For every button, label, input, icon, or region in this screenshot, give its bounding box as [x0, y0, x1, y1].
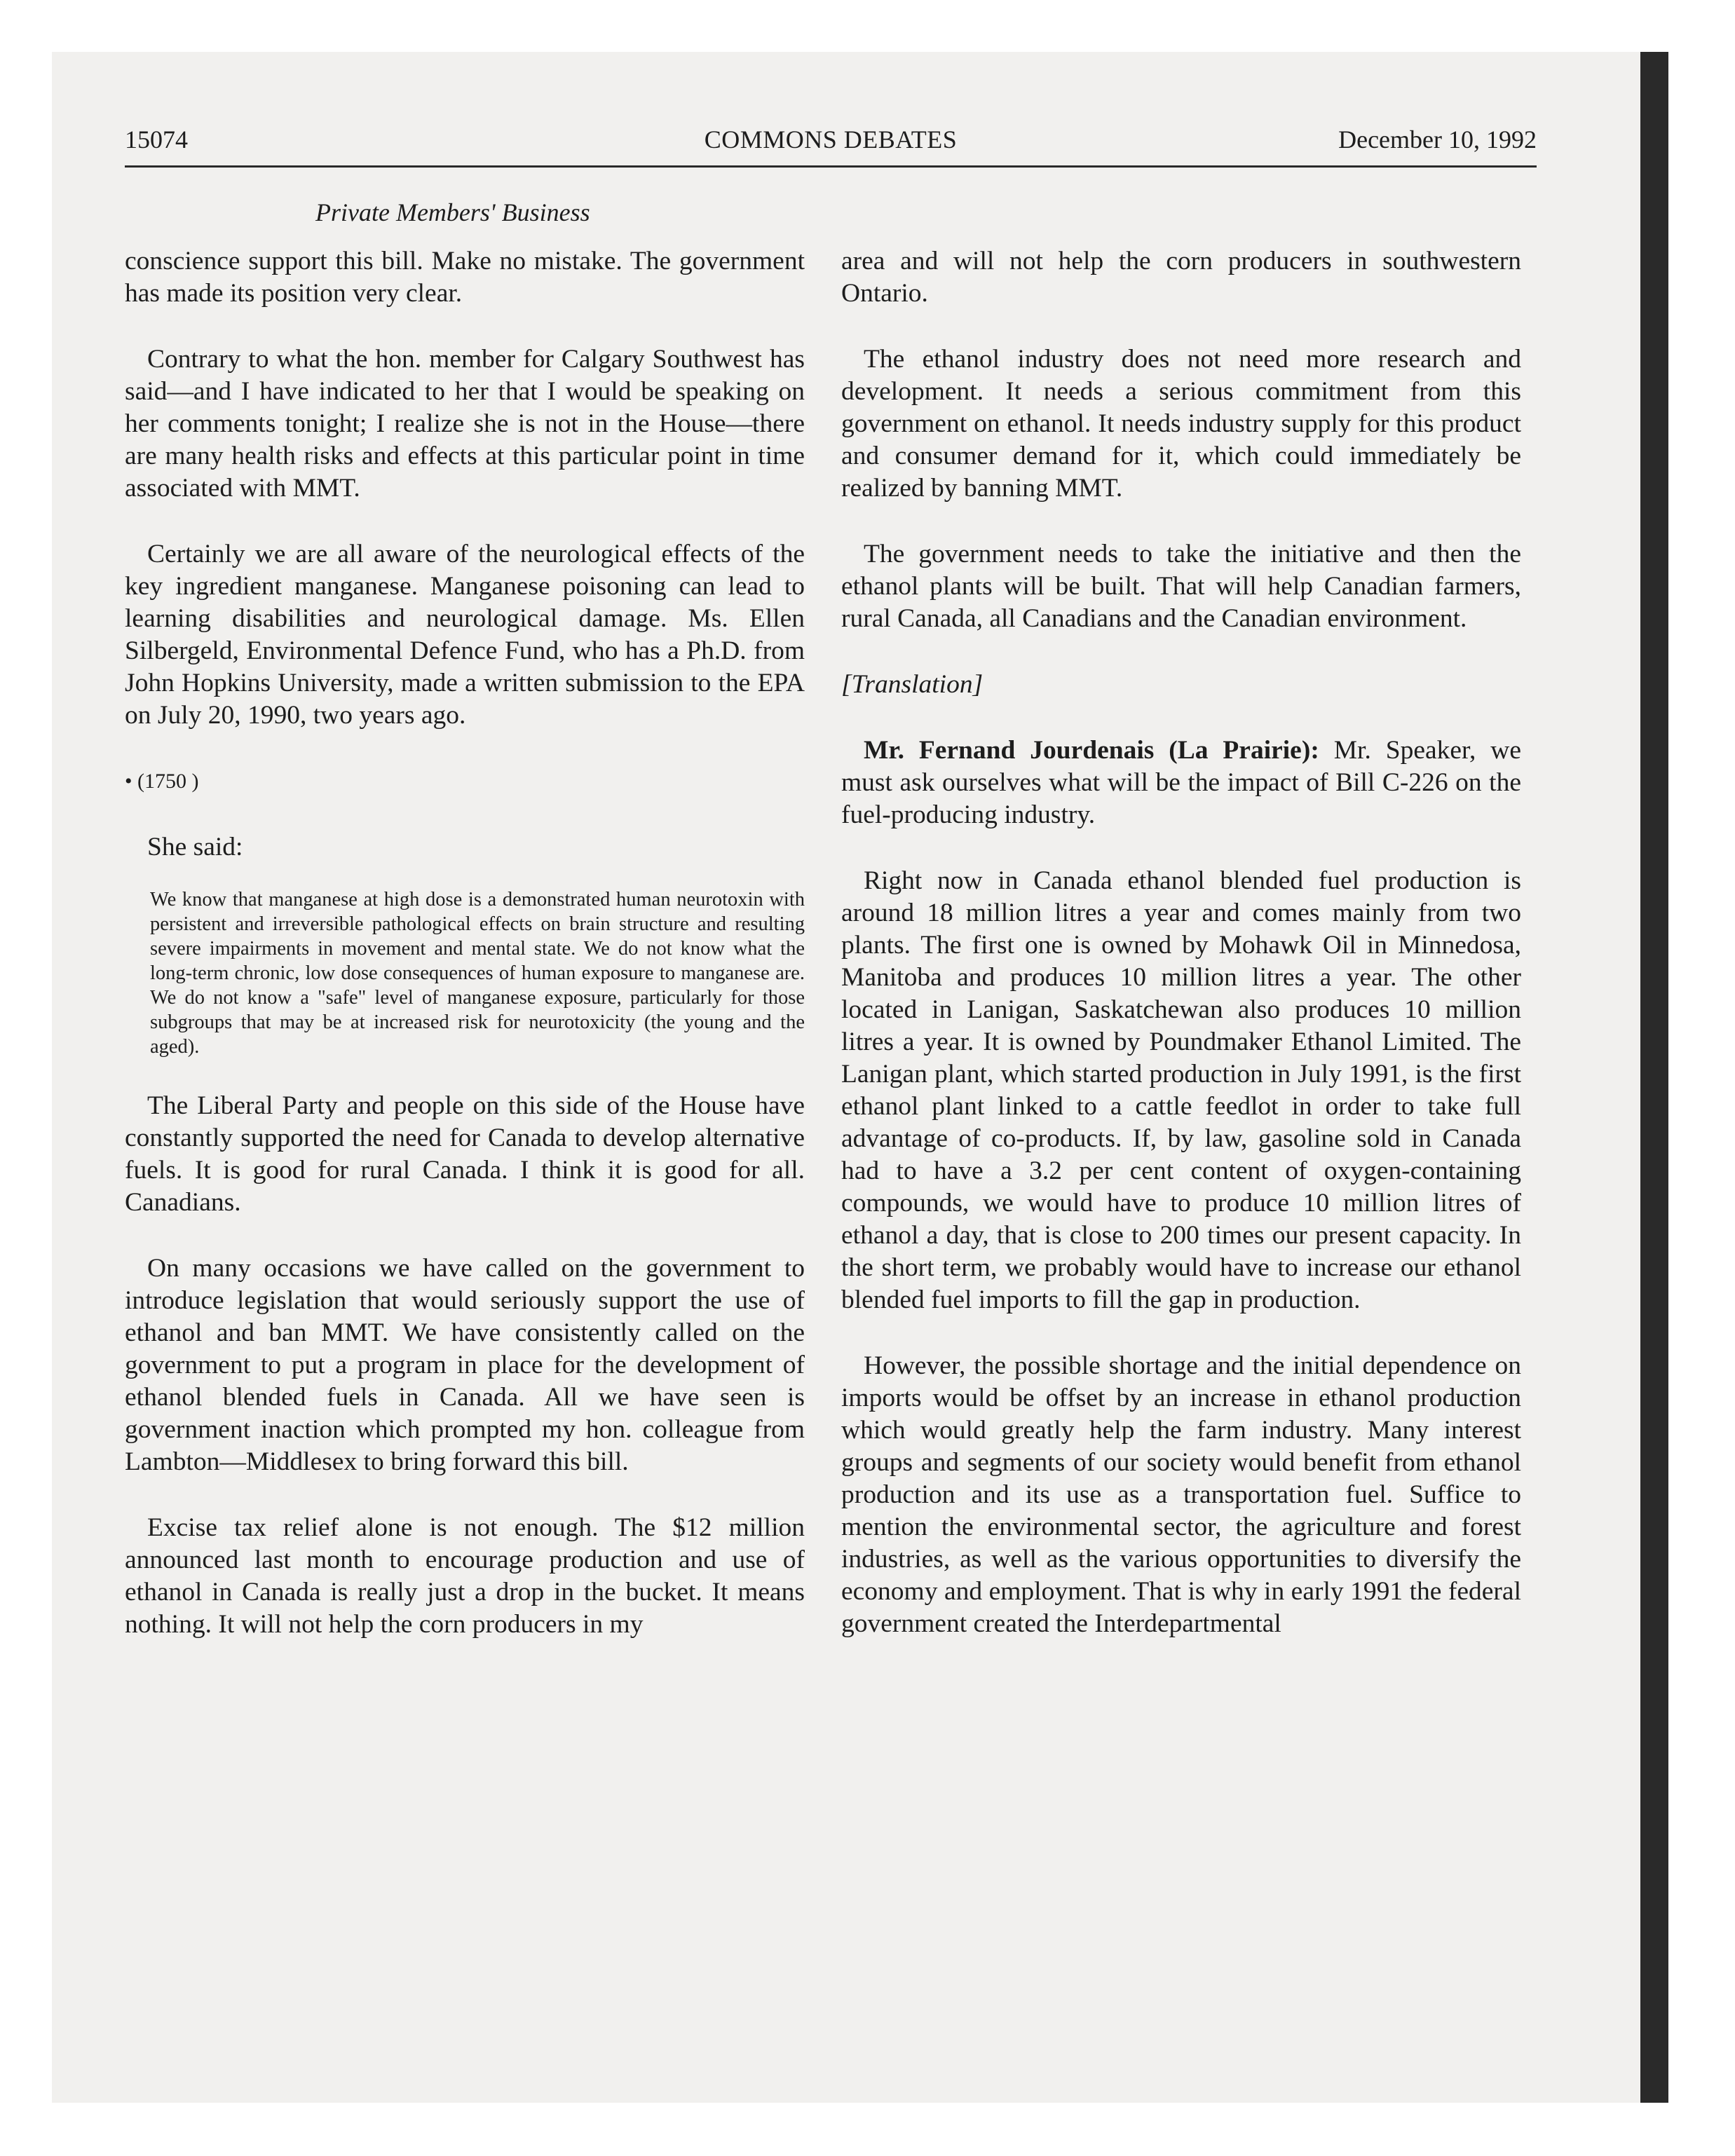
- publication-title: COMMONS DEBATES: [704, 125, 958, 153]
- section-title: Private Members' Business: [315, 198, 590, 226]
- time-marker: • (1750 ): [125, 770, 199, 793]
- right-column: [841, 245, 1521, 1674]
- quote-text: We know that manganese at high dose is a demonstrated human neurotoxin with persistent and irreversible pathological effects on brain structure and resulting severe impairments in movement and mental state. We do not know what the long-term chronic, low dose consequences of human exposure to manganese are. We do not know a "safe" level of manganese exposure, particularly for those subgroups that may be at increased risk for neurotoxicity (the young and the aged).: [150, 889, 805, 1058]
- paragraph: area and will not help the corn producers in southwestern Ontario.: [841, 247, 1521, 308]
- left-column: [125, 245, 805, 1674]
- speech-text: Mr. Speaker, we must ask ourselves what will be the impact of Bill C-226 on the fuel-producing industry.: [841, 736, 1521, 829]
- paragraph: However, the possible shortage and the initial dependence on imports would be offset by an increase in ethanol production which would greatly help the farm industry. Many interest groups and segments of our society would benefit from ethanol production and its use as a transportation fuel. Suffice to mention the environmental sector, the agriculture and forest industries, as well as the various opportunities to diversify the economy and employment. That is why in early 1991 the federal government created the Interdepartmental: [841, 1351, 1521, 1638]
- paragraph: The Liberal Party and people on this side of the House have constantly supported the need for Canada to develop alternative fuels. It is good for rural Canada. I think it is good for all. Canadians.: [125, 1091, 805, 1217]
- speaker-name: Mr. Fernand Jourdenais (La Prairie):: [864, 736, 1319, 765]
- page-header: [125, 125, 1537, 167]
- page-number: 15074: [125, 125, 188, 153]
- paragraph: The government needs to take the initiative and then the ethanol plants will be built. That will help Canadian farmers, rural Canada, all Canadians and the Canadian environment.: [841, 540, 1521, 633]
- header-date: December 10, 1992: [1338, 125, 1537, 153]
- speaker-paragraph: [841, 735, 1521, 831]
- paragraph: Excise tax relief alone is not enough. The $12 million announced last month to encourage production and use of ethanol in Canada is really just a drop in the bucket. It means nothing. It will not help the corn producers in my: [125, 1513, 805, 1639]
- translation-note: [Translation]: [841, 670, 984, 699]
- paragraph: The ethanol industry does not need more research and development. It needs a serious commitment from this government on ethanol. It needs industry supply for this product and consumer demand for it, which could immediately be realized by banning MMT.: [841, 345, 1521, 503]
- paragraph: On many occasions we have called on the government to introduce legislation that would seriously support the use of ethanol and ban MMT. We have consistently called on the government to put a program in place for the development of ethanol blended fuels in Canada. All we have seen is government inaction which prompted my hon. colleague from Lambton—Middlesex to bring forward this bill.: [125, 1254, 805, 1476]
- paragraph: She said:: [147, 833, 243, 861]
- paragraph: Contrary to what the hon. member for Calgary Southwest has said—and I have indicated to her that I would be speaking on her comments tonight; I realize she is not in the House—there are many health risks and effects at this particular point in time associated with MMT.: [125, 345, 805, 503]
- block-quote: [150, 887, 805, 1059]
- header-rule: [125, 165, 1537, 168]
- paragraph: conscience support this bill. Make no mistake. The government has made its position very clear.: [125, 247, 805, 308]
- paragraph: Certainly we are all aware of the neurological effects of the key ingredient manganese. Manganese poisoning can lead to learning disabilities and neurological damage. Ms. Ellen Silbergeld, Environmental Defence Fund, who has a Ph.D. from John Hopkins University, made a written submission to the EPA on July 20, 1990, two years ago.: [125, 540, 805, 730]
- paragraph: Right now in Canada ethanol blended fuel production is around 18 million litres a year and comes mainly from two plants. The first one is owned by Mohawk Oil in Minnedosa, Manitoba and produces 10 million litres a year. The other located in Lanigan, Saskatchewan also produces 10 million litres a year. It is owned by Poundmaker Ethanol Limited. The Lanigan plant, which started production in July 1991, is the first ethanol plant linked to a cattle feedlot in order to take full advantage of co-products. If, by law, gasoline sold in Canada had to have a 3.2 per cent content of oxygen-containing compounds, we would have to produce 10 million litres of ethanol a day, that is close to 200 times our present capacity. In the short term, we probably would have to increase our ethanol blended fuel imports to fill the gap in production.: [841, 866, 1521, 1314]
- scan-edge: [1640, 52, 1668, 2103]
